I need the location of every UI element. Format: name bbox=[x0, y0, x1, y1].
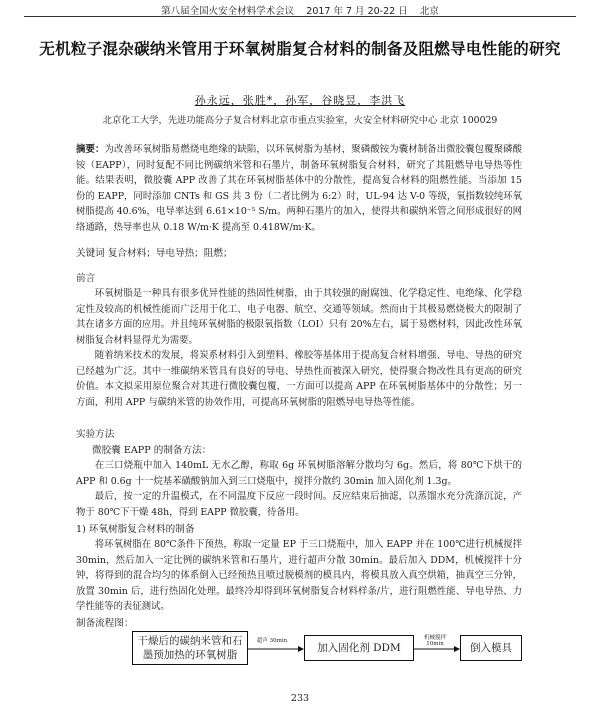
flow-step-materials: 干燥后的碳纳米管和石墨预加热的环氧树脂 bbox=[132, 631, 248, 665]
microcapsule-paragraph-2: 最后，按一定的升温模式，在不同温度下反应一段时间。反应结束后抽滤，以蒸馏水充分洗涤沉淀，产物于 80℃下干燥 48h，得到 EAPP 微胶囊，待备用。 bbox=[76, 491, 522, 518]
author-list: 孙永远，张胜*，孙军，谷晓昱，李洪飞 bbox=[194, 94, 406, 107]
conference-city: 北京 bbox=[419, 6, 439, 17]
flow-arrow-1 bbox=[248, 645, 304, 653]
conference-date: 2017 年 7 月 20-22 日 bbox=[306, 6, 408, 17]
running-header bbox=[0, 3, 600, 17]
conference-name: 第八届全国火安全材料学术会议 bbox=[161, 6, 295, 17]
composite-heading: 1) 环氧树脂复合材料的制备 bbox=[76, 524, 195, 535]
flow-arrow-2 bbox=[414, 645, 460, 653]
abstract-text: 为改善环氧树脂易燃烧电绝缘的缺陷，以环氧树脂为基材，聚磷酸铵为囊材制备出微胶囊包覆聚磷酸铵（EAPP），同时复配不同比例碳纳米管和石墨片，制备环氧树脂复合材料，研究了其阻燃导电导热等性能。结果表明，微胶囊 APP 改善了其在环氧树脂基体中的分散性，提高复合材料的阻燃性能。当添加 15 份的 EAPP，同时添加 CNTs 和 GS 共 3 份（二者比例为 6:2）时，UL-94 达 V-0 等级，氧指数较纯环氧树脂提高 40.6%，电导率达到 6.61×10⁻⁵ S/m。两种石墨片的加入，使得共和碳纳米管之间形成很好的网络通路，热导率也从 0.18 W/m·K 提高至 0.418W/m·K。 bbox=[76, 144, 522, 233]
microcapsule-paragraph-1: 在三口烧瓶中加入 140mL 无水乙醇，称取 6g 环氧树脂溶解分散均匀 6g。然后，将 80℃下烘干的 APP 和 0.6g 十一烷基苯磺酸钠加入到三口烧瓶中，搅拌分散约 30min 加入固化剂 1.3g。 bbox=[76, 460, 522, 487]
flow-arrow-2-label: 机械搅拌 10min bbox=[423, 635, 446, 647]
header-rule bbox=[24, 16, 576, 17]
flow-step-mold: 倒入模具 bbox=[460, 635, 522, 661]
flow-arrow-1-label: 超声 30min bbox=[256, 638, 288, 644]
microcapsule-heading: 微胶囊 EAPP 的制备方法： bbox=[92, 445, 212, 456]
flow-step-curing-agent: 加入固化剂 DDM bbox=[304, 635, 414, 661]
flowchart-heading: 制备流程图： bbox=[76, 618, 134, 629]
keywords: 关键词 复合材料；导电导热；阻燃； bbox=[76, 248, 233, 259]
experiment-heading: 实验方法 bbox=[76, 429, 115, 440]
affiliation: 北京化工大学，先进功能高分子复合材料北京市重点实验室，火安全材料研究中心 北京 100029 bbox=[102, 115, 498, 126]
abstract-label: 摘要： bbox=[76, 144, 105, 155]
abstract bbox=[76, 142, 522, 236]
prep-flowchart bbox=[76, 631, 522, 665]
intro-paragraph-2: 随着纳米技术的发展，将炭系材料引入到塑料、橡胶等基体用于提高复合材料增强、导电、导热的研究已经越为广泛。其中一维碳纳米管具有良好的导电、导热性而被深入研究，使得聚合物改性具有更高的研究价值。本文拟采用原位聚合对其进行微胶囊包覆，一方面可以提高 APP 在环氧树脂基体中的分散性；另一方面，利用 APP 与碳纳米管的协效作用，可提高环氧树脂的阻燃导电导热等性能。 bbox=[76, 350, 522, 408]
intro-paragraph-1: 环氧树脂是一种具有很多优异性能的热固性树脂，由于其较强的耐腐蚀、化学稳定性、电绝缘、化学稳定性及较高的机械性能而广泛用于化工、电子电器、航空、交通等领域。然而由于其极易燃烧极大的限制了其在诸多方面的应用。并且纯环氧树脂的极限氧指数（LOI）只有 20%左右，属于易燃材料，因此改性环氧树脂复合材料显得尤为需要。 bbox=[76, 288, 522, 346]
page-number: 233 bbox=[290, 693, 310, 704]
composite-paragraph: 将环氧树脂在 80℃条件下预热，称取一定量 EP 于三口烧瓶中，加入 EAPP 并在 100℃进行机械搅拌 30min，然后加入一定比例的碳纳米管和石墨片，进行超声分散 30min。最后加入 DDM，机械搅拌十分钟，将得到的混合均匀的体系倒入已经预热且喷过脱模剂的模具内，将模具放入真空烘箱，抽真空三分钟，放置 30min 后，进行热固化处理。最终冷却得到环氧树脂复合材料样条/片，进行阻燃性能、导电导热、力学性能等的表征测试。 bbox=[76, 539, 522, 613]
paper-title: 无机粒子混杂碳纳米管用于环氧树脂复合材料的制备及阻燃导电性能的研究 bbox=[39, 40, 561, 58]
intro-heading: 前言 bbox=[76, 273, 96, 284]
